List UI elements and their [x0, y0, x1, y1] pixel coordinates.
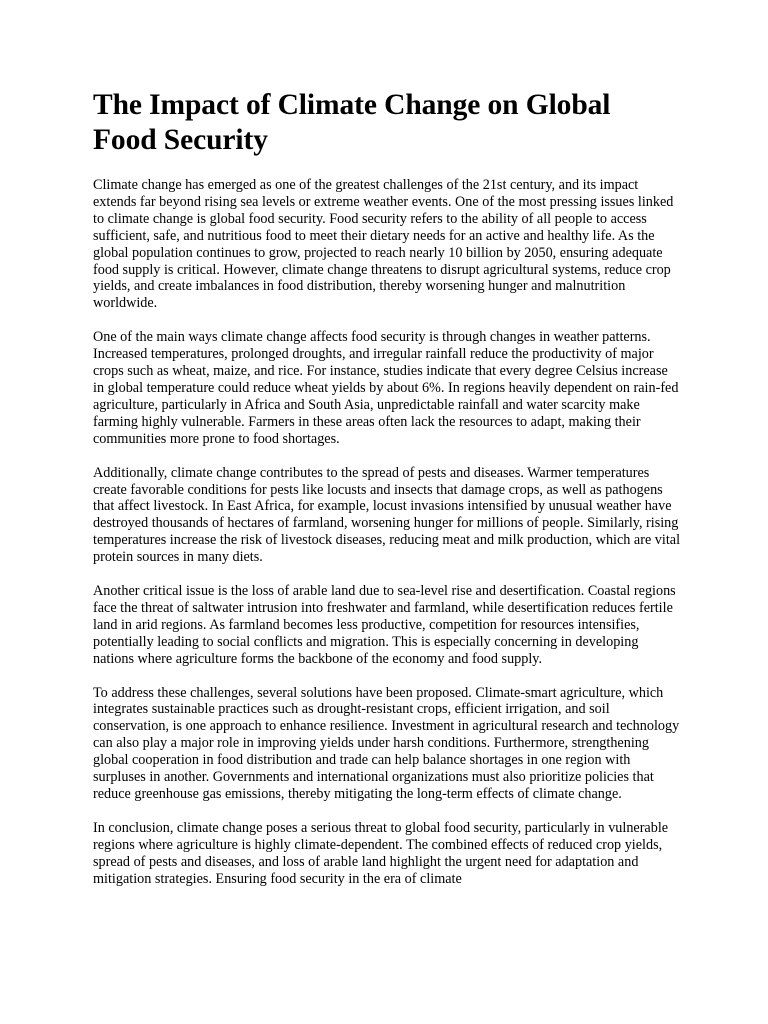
paragraph-arable-land: Another critical issue is the loss of arable land due to sea-level rise and desertification. Coastal regions face the threat of saltwater intrusion into freshwater and farmland, while desertification reduces fertile land in arid regions. As farmland becomes less productive, competition for resources intensifies, potentially leading to social conflicts and migration. This is especially concerning in developing nations where agriculture forms the backbone of the economy and food supply.	[93, 583, 676, 667]
paragraph-pests-diseases: Additionally, climate change contributes to the spread of pests and diseases. Warmer temperatures create favorable conditions for pests like locusts and insects that damage crops, as well as pathogens that affect livestock. In East Africa, for example, locust invasions intensified by unusual weather have destroyed thousands of hectares of farmland, worsening hunger for millions of people. Similarly, rising temperatures increase the risk of livestock diseases, reducing meat and milk production, which are vital protein sources in many diets.	[93, 464, 681, 566]
document-title: The Impact of Climate Change on Global Food Security	[93, 89, 611, 156]
paragraph-weather-patterns: One of the main ways climate change affects food security is through changes in weather patterns. Increased temperatures, prolonged droughts, and irregular rainfall reduce the productivity of major crops such as wheat, maize, and rice. For instance, studies indicate that every degree Celsius increase in global temperature could reduce wheat yields by about 6%. In regions heavily dependent on rain-fed agriculture, particularly in Africa and South Asia, unpredictable rainfall and water scarcity make farming highly vulnerable. Farmers in these areas often lack the resources to adapt, making their communities more prone to food shortages.	[93, 329, 679, 447]
paragraph-solutions: To address these challenges, several solutions have been proposed. Climate-smart agriculture, which integrates sustainable practices such as drought-resistant crops, efficient irrigation, and soil conservation, is one approach to enhance resilience. Investment in agricultural research and technology can also play a major role in improving yields under harsh conditions. Furthermore, strengthening global cooperation in food distribution and trade can help balance shortages in one region with surpluses in another. Governments and international organizations must also prioritize policies that reduce greenhouse gas emissions, thereby mitigating the long-term effects of climate change.	[93, 684, 680, 802]
document-body	[93, 88, 680, 905]
paragraph-introduction: Climate change has emerged as one of the greatest challenges of the 21st century, and its impact extends far beyond rising sea levels or extreme weather events. One of the most pressing issues linked to climate change is global food security. Food security refers to the ability of all people to access sufficient, safe, and nutritious food to meet their dietary needs for an active and healthy life. As the global population continues to grow, projected to reach nearly 10 billion by 2050, ensuring adequate food supply is critical. However, climate change threatens to disrupt agricultural systems, reduce crop yields, and create imbalances in food distribution, thereby worsening hunger and malnutrition worldwide.	[93, 177, 674, 312]
paragraph-conclusion: In conclusion, climate change poses a serious threat to global food security, particularly in vulnerable regions where agriculture is highly climate-dependent. The combined effects of reduced crop yields, spread of pests and diseases, and loss of arable land highlight the urgent need for adaptation and mitigation strategies. Ensuring food security in the era of climate	[93, 819, 669, 887]
